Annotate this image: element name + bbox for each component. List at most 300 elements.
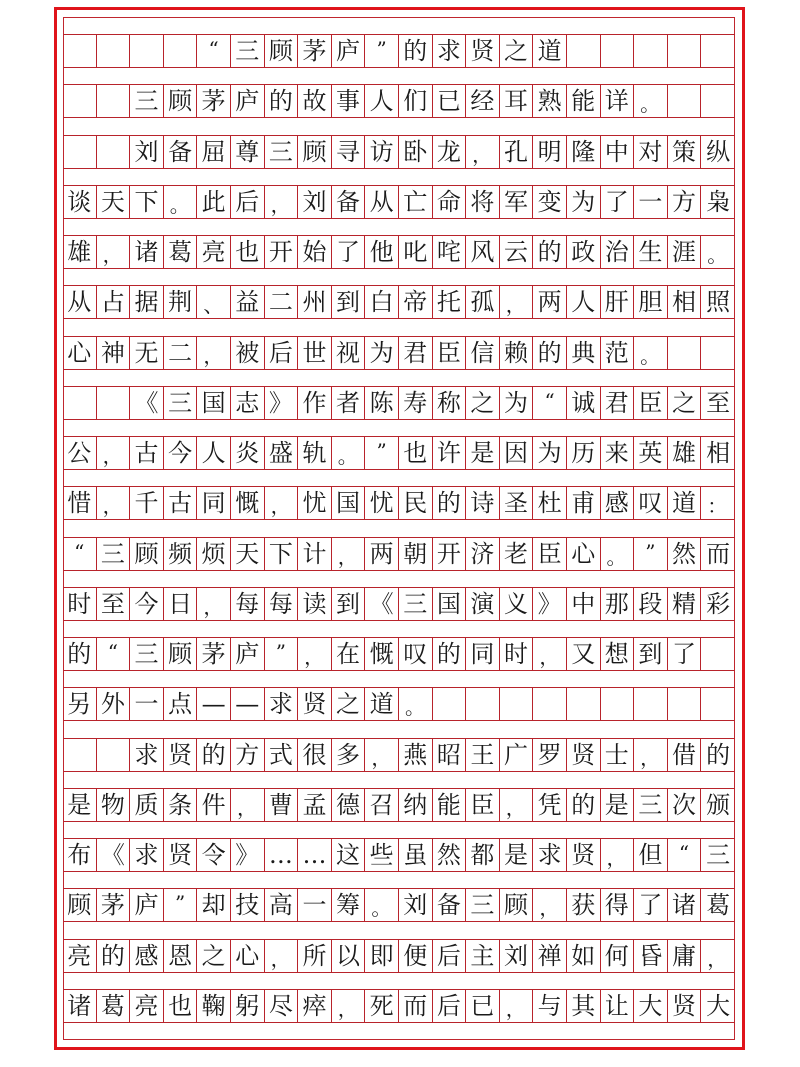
grid-cell-character: ，: [365, 739, 399, 771]
grid-cell-character: 了: [601, 186, 635, 218]
grid-cell-character: 生: [634, 236, 668, 268]
grid-cell-character: 隆: [567, 136, 601, 168]
grid-cell-empty: [97, 739, 131, 771]
grid-cell-character: 想: [601, 638, 635, 670]
grid-cell-character: 孤: [466, 286, 500, 318]
grid-cell-character: 质: [130, 789, 164, 821]
grid-cell-character: 臣: [634, 387, 668, 419]
grid-cell-character: 来: [601, 437, 635, 469]
grid-cell-character: 求: [130, 839, 164, 871]
grid-cell-character: 中: [567, 588, 601, 620]
grid-cell-character: 广: [500, 739, 534, 771]
grid-cell-character: 曹: [265, 789, 299, 821]
grid-cell-character: 轨: [298, 437, 332, 469]
grid-cell-character: 即: [365, 940, 399, 972]
grid-cell-character: 纳: [399, 789, 433, 821]
grid-cell-character: 经: [466, 85, 500, 117]
grid-cell-character: 老: [500, 538, 534, 570]
grid-cell-character: 命: [433, 186, 467, 218]
grid-cell-character: 贤: [164, 839, 198, 871]
grid-cell-character: ，: [265, 940, 299, 972]
grid-cell-character: 庐: [332, 35, 366, 67]
grid-cell-character: 让: [601, 990, 635, 1022]
grid-cell-character: 二: [265, 286, 299, 318]
grid-cell-character: 顾: [500, 889, 534, 921]
grid-cell-character: 一: [634, 186, 668, 218]
grid-cell-character: 条: [164, 789, 198, 821]
grid-cell-character: 《: [365, 588, 399, 620]
grid-cell-character: 详: [601, 85, 635, 117]
grid-cell-character: 之: [466, 387, 500, 419]
grid-cell-character: 诸: [668, 889, 702, 921]
grid-cell-character: 两: [365, 538, 399, 570]
grid-cell-empty: [567, 688, 601, 720]
grid-cell-character: 每: [231, 588, 265, 620]
grid-cell-character: 顾: [63, 889, 97, 921]
grid-cell-character: 下: [265, 538, 299, 570]
grid-cell-character: 英: [634, 437, 668, 469]
grid-cell-character: 已: [433, 85, 467, 117]
grid-cell-character: 君: [399, 337, 433, 369]
grid-cell-character: 那: [601, 588, 635, 620]
grid-cell-character: 些: [365, 839, 399, 871]
grid-cell-character: “: [533, 387, 567, 419]
grid-cell-character: 枭: [706, 187, 731, 216]
grid-cell-character: 世: [298, 337, 332, 369]
grid-cell-empty: [500, 688, 534, 720]
grid-cell-character: 演: [466, 588, 500, 620]
grid-cell-character: 对: [634, 136, 668, 168]
grid-cell-empty: [63, 136, 97, 168]
grid-cell-character: 的: [433, 638, 467, 670]
grid-cell-character: 了: [332, 236, 366, 268]
grid-cell-character: 君: [601, 387, 635, 419]
grid-cell-character: ”: [365, 437, 399, 469]
grid-cell-character: 庐: [130, 889, 164, 921]
grid-cell-character: ”: [634, 538, 668, 570]
grid-cell-character: 寻: [332, 136, 366, 168]
grid-cell-character: ，: [265, 186, 299, 218]
grid-cell-character: 的: [197, 739, 231, 771]
grid-cell-character: 的: [706, 740, 731, 769]
grid-cell-character: 令: [197, 839, 231, 871]
grid-cell-character: 而: [399, 990, 433, 1022]
grid-row-17: [63, 838, 735, 872]
grid-cell-character: “: [668, 839, 702, 871]
grid-cell-character: 备: [164, 136, 198, 168]
grid-cell-character: 技: [231, 889, 265, 921]
grid-cell-empty: [634, 688, 668, 720]
grid-cell-character: 三: [265, 136, 299, 168]
grid-cell-character: 三: [466, 889, 500, 921]
grid-cell-empty: [668, 337, 702, 369]
grid-cell-character: 已: [466, 990, 500, 1022]
grid-cell-character: ：: [707, 494, 728, 519]
grid-cell-character: ，: [533, 638, 567, 670]
grid-cell-character: 屈: [197, 136, 231, 168]
grid-cell-character: 将: [466, 186, 500, 218]
grid-cell-character: 之: [332, 688, 366, 720]
grid-cell-character: 式: [265, 739, 299, 771]
grid-cell-character: “: [63, 538, 97, 570]
grid-cell-character: 顾: [298, 136, 332, 168]
grid-cell-character: 布: [63, 839, 97, 871]
grid-row-18: [63, 888, 735, 922]
grid-cell-character: 之: [500, 35, 534, 67]
grid-cell-character: 三: [706, 841, 731, 870]
grid-cell-character: 求: [533, 839, 567, 871]
grid-cell-character: 后: [433, 940, 467, 972]
grid-row-11: [63, 537, 735, 571]
grid-cell-character: 的: [533, 236, 567, 268]
grid-cell-character: 、: [197, 286, 231, 318]
grid-cell-character: ，: [298, 638, 332, 670]
grid-cell-character: 都: [466, 839, 500, 871]
grid-cell-character: 盛: [265, 437, 299, 469]
grid-cell-character: 策: [668, 136, 702, 168]
grid-cell-character: 躬: [231, 990, 265, 1022]
grid-row-1: [63, 34, 735, 68]
paper-inner-frame: [63, 17, 735, 1040]
grid-cell-character: 到: [634, 638, 668, 670]
grid-cell-character: 卧: [399, 136, 433, 168]
grid-cell-character: 。: [707, 243, 728, 268]
grid-cell-character: 诸: [130, 236, 164, 268]
grid-cell-character: ，: [332, 538, 366, 570]
grid-cell-empty: [701, 638, 735, 670]
grid-cell-empty: [533, 688, 567, 720]
grid-cell-character: 的: [399, 35, 433, 67]
grid-cell-character: 风: [466, 236, 500, 268]
grid-cell-character: 贤: [164, 739, 198, 771]
grid-cell-character: 陈: [365, 387, 399, 419]
grid-cell-character: 托: [433, 286, 467, 318]
grid-cell-character: 明: [533, 136, 567, 168]
grid-cell-empty: [97, 35, 131, 67]
grid-cell-character: 的: [63, 638, 97, 670]
grid-cell-character: 古: [164, 487, 198, 519]
grid-cell-character: 尽: [265, 990, 299, 1022]
grid-cell-character: 彩: [706, 589, 731, 618]
grid-cell-character: 古: [130, 437, 164, 469]
grid-cell-empty: [97, 387, 131, 419]
grid-cell-character: 物: [97, 789, 131, 821]
grid-cell-character: 获: [567, 889, 601, 921]
grid-cell-character: 故: [298, 85, 332, 117]
grid-cell-character: 昏: [634, 940, 668, 972]
grid-cell-character: 之: [668, 387, 702, 419]
grid-cell-character: 一: [298, 889, 332, 921]
grid-cell-character: …: [265, 839, 299, 871]
grid-cell-character: 帝: [399, 286, 433, 318]
grid-cell-character: ，: [634, 739, 668, 771]
grid-cell-character: 》: [231, 839, 265, 871]
grid-cell-character: 据: [130, 286, 164, 318]
grid-cell-character: “: [97, 638, 131, 670]
grid-cell-character: 的: [265, 85, 299, 117]
grid-cell-character: 人: [567, 286, 601, 318]
grid-cell-character: 时: [500, 638, 534, 670]
grid-cell-character: 求: [130, 739, 164, 771]
grid-cell-character: 咤: [433, 236, 467, 268]
grid-cell-character: 方: [668, 186, 702, 218]
grid-cell-character: 雄: [668, 437, 702, 469]
grid-cell-character: 精: [668, 588, 702, 620]
grid-row-19: [63, 939, 735, 973]
grid-cell-character: 人: [365, 85, 399, 117]
grid-cell-character: ，: [466, 136, 500, 168]
grid-cell-character: 顾: [164, 85, 198, 117]
grid-row-2: [63, 84, 735, 118]
grid-cell-character: 三: [130, 85, 164, 117]
grid-cell-character: 叹: [399, 638, 433, 670]
grid-cell-character: 亡: [399, 186, 433, 218]
grid-cell-character: 所: [298, 940, 332, 972]
grid-cell-character: 到: [332, 588, 366, 620]
grid-cell-character: 相: [668, 286, 702, 318]
grid-cell-character: 道: [668, 487, 702, 519]
grid-cell-character: 求: [265, 688, 299, 720]
grid-cell-character: 从: [365, 186, 399, 218]
grid-cell-character: 召: [365, 789, 399, 821]
grid-cell-character: 《: [130, 387, 164, 419]
grid-cell-character: 到: [332, 286, 366, 318]
grid-cell-character: 烦: [197, 538, 231, 570]
grid-cell-character: ，: [707, 946, 728, 971]
grid-cell-character: 无: [130, 337, 164, 369]
grid-cell-character: 后: [265, 337, 299, 369]
grid-cell-character: 谈: [63, 186, 97, 218]
grid-cell-character: 公: [63, 437, 97, 469]
grid-cell-empty: [668, 85, 702, 117]
grid-cell-character: 昭: [433, 739, 467, 771]
grid-cell-empty: [701, 688, 735, 720]
grid-cell-character: 又: [567, 638, 601, 670]
grid-row-20: [63, 989, 735, 1023]
grid-cell-character: 肝: [601, 286, 635, 318]
grid-cell-character: ，: [332, 990, 366, 1022]
grid-cell-character: 人: [197, 437, 231, 469]
grid-cell-character: 频: [164, 538, 198, 570]
grid-cell-character: 称: [433, 387, 467, 419]
grid-cell-character: 涯: [668, 236, 702, 268]
grid-cell-character: 。: [332, 437, 366, 469]
grid-cell-character: 贤: [668, 990, 702, 1022]
grid-cell-character: 慨: [231, 487, 265, 519]
grid-cell-character: 方: [231, 739, 265, 771]
grid-cell-character: 贤: [567, 739, 601, 771]
grid-cell-character: 因: [500, 437, 534, 469]
grid-cell-character: 。: [399, 688, 433, 720]
grid-cell-character: 亮: [197, 236, 231, 268]
grid-cell-character: 高: [265, 889, 299, 921]
grid-cell-character: ”: [164, 889, 198, 921]
grid-cell-character: 国: [197, 387, 231, 419]
grid-cell-empty: [63, 35, 97, 67]
grid-cell-character: 之: [197, 940, 231, 972]
grid-cell-character: 亮: [130, 990, 164, 1022]
grid-row-7: [63, 336, 735, 370]
grid-cell-character: 能: [567, 85, 601, 117]
grid-cell-character: 了: [668, 638, 702, 670]
grid-cell-character: 是: [601, 789, 635, 821]
grid-cell-character: 为: [365, 337, 399, 369]
grid-cell-character: 叱: [399, 236, 433, 268]
grid-cell-character: 茅: [197, 638, 231, 670]
grid-cell-character: 以: [332, 940, 366, 972]
grid-cell-character: 刘: [399, 889, 433, 921]
grid-cell-character: 《: [97, 839, 131, 871]
grid-cell-character: 济: [466, 538, 500, 570]
grid-row-3: [63, 135, 735, 169]
grid-cell-empty: [668, 688, 702, 720]
grid-cell-character: 。: [601, 538, 635, 570]
grid-row-12: [63, 587, 735, 621]
grid-cell-character: 在: [332, 638, 366, 670]
grid-cell-character: 主: [466, 940, 500, 972]
grid-cell-character: 一: [130, 688, 164, 720]
grid-row-16: [63, 788, 735, 822]
grid-cell-character: ，: [231, 789, 265, 821]
grid-cell-character: 忧: [298, 487, 332, 519]
grid-cell-character: ，: [533, 889, 567, 921]
grid-cell-character: 至: [706, 388, 731, 417]
grid-cell-character: 王: [466, 739, 500, 771]
grid-row-8: [63, 386, 735, 420]
grid-cell-empty: [63, 739, 97, 771]
grid-cell-character: 信: [466, 337, 500, 369]
grid-cell-character: 次: [668, 789, 702, 821]
grid-cell-character: 雄: [63, 236, 97, 268]
grid-cell-character: 访: [365, 136, 399, 168]
grid-cell-character: 两: [533, 286, 567, 318]
grid-cell-character: ，: [97, 437, 131, 469]
grid-cell-character: 千: [130, 487, 164, 519]
grid-cell-empty: [668, 35, 702, 67]
grid-cell-character: 三: [130, 638, 164, 670]
grid-cell-character: ，: [601, 839, 635, 871]
grid-cell-character: 大: [634, 990, 668, 1022]
grid-cell-character: 开: [265, 236, 299, 268]
grid-cell-character: 今: [130, 588, 164, 620]
grid-cell-character: ，: [97, 487, 131, 519]
grid-cell-character: 荆: [164, 286, 198, 318]
grid-cell-character: 三: [164, 387, 198, 419]
grid-cell-character: 茅: [97, 889, 131, 921]
grid-cell-character: 另: [63, 688, 97, 720]
grid-cell-character: 中: [601, 136, 635, 168]
grid-cell-character: 也: [164, 990, 198, 1022]
grid-cell-character: 义: [500, 588, 534, 620]
grid-cell-character: 下: [130, 186, 164, 218]
grid-cell-character: 龙: [433, 136, 467, 168]
grid-cell-empty: [63, 85, 97, 117]
grid-cell-character: 诚: [567, 387, 601, 419]
grid-cell-character: 燕: [399, 739, 433, 771]
grid-cell-character: 顾: [265, 35, 299, 67]
grid-cell-character: 很: [298, 739, 332, 771]
grid-cell-character: 外: [97, 688, 131, 720]
grid-cell-character: 赖: [500, 337, 534, 369]
grid-cell-character: 慨: [365, 638, 399, 670]
grid-cell-character: 每: [265, 588, 299, 620]
grid-cell-character: 庸: [668, 940, 702, 972]
grid-cell-character: 庐: [231, 638, 265, 670]
grid-cell-empty: [701, 35, 735, 67]
grid-cell-character: 罗: [533, 739, 567, 771]
grid-cell-character: 凭: [533, 789, 567, 821]
grid-cell-character: ，: [500, 990, 534, 1022]
grid-cell-character: ，: [265, 487, 299, 519]
grid-cell-character: 然: [668, 538, 702, 570]
grid-cell-character: 死: [365, 990, 399, 1022]
grid-cell-character: 三: [97, 538, 131, 570]
grid-cell-empty: [701, 85, 735, 117]
grid-cell-character: 他: [365, 236, 399, 268]
grid-cell-character: 但: [634, 839, 668, 871]
grid-cell-character: 为: [567, 186, 601, 218]
grid-cell-character: 是: [63, 789, 97, 821]
grid-cell-character: 耳: [500, 85, 534, 117]
grid-cell-character: 后: [231, 186, 265, 218]
grid-cell-character: 至: [97, 588, 131, 620]
grid-cell-character: 照: [706, 288, 731, 317]
grid-cell-character: 却: [197, 889, 231, 921]
grid-cell-character: 贤: [567, 839, 601, 871]
grid-cell-character: 的: [567, 789, 601, 821]
grid-cell-empty: [63, 387, 97, 419]
grid-cell-character: 治: [601, 236, 635, 268]
grid-cell-character: ，: [197, 588, 231, 620]
grid-cell-character: 的: [433, 487, 467, 519]
grid-cell-character: 天: [231, 538, 265, 570]
grid-cell-character: 葛: [706, 891, 731, 920]
grid-row-13: [63, 637, 735, 671]
grid-cell-character: 葛: [164, 236, 198, 268]
grid-cell-character: 军: [500, 186, 534, 218]
grid-cell-character: 神: [97, 337, 131, 369]
grid-cell-character: 也: [231, 236, 265, 268]
grid-cell-character: 志: [231, 387, 265, 419]
grid-cell-character: 的: [533, 337, 567, 369]
grid-cell-character: 了: [634, 889, 668, 921]
grid-cell-character: 寿: [399, 387, 433, 419]
grid-cell-character: 范: [601, 337, 635, 369]
grid-cell-character: ，: [500, 789, 534, 821]
grid-cell-character: 者: [332, 387, 366, 419]
grid-cell-character: 后: [433, 990, 467, 1022]
grid-cell-character: ”: [365, 35, 399, 67]
grid-cell-character: 贤: [298, 688, 332, 720]
grid-cell-character: 其: [567, 990, 601, 1022]
grid-cell-empty: [466, 688, 500, 720]
grid-cell-character: ，: [97, 236, 131, 268]
grid-cell-character: 刘: [130, 136, 164, 168]
grid-cell-character: 与: [533, 990, 567, 1022]
grid-cell-character: 诗: [466, 487, 500, 519]
grid-cell-character: 作: [298, 387, 332, 419]
grid-cell-character: 国: [332, 487, 366, 519]
grid-cell-character: 心: [63, 337, 97, 369]
grid-cell-character: 然: [433, 839, 467, 871]
grid-cell-character: 事: [332, 85, 366, 117]
grid-cell-character: 胆: [634, 286, 668, 318]
grid-cell-character: 》: [265, 387, 299, 419]
grid-cell-character: 得: [601, 889, 635, 921]
grid-cell-character: 始: [298, 236, 332, 268]
grid-cell-character: 大: [706, 991, 731, 1020]
grid-cell-character: 今: [164, 437, 198, 469]
